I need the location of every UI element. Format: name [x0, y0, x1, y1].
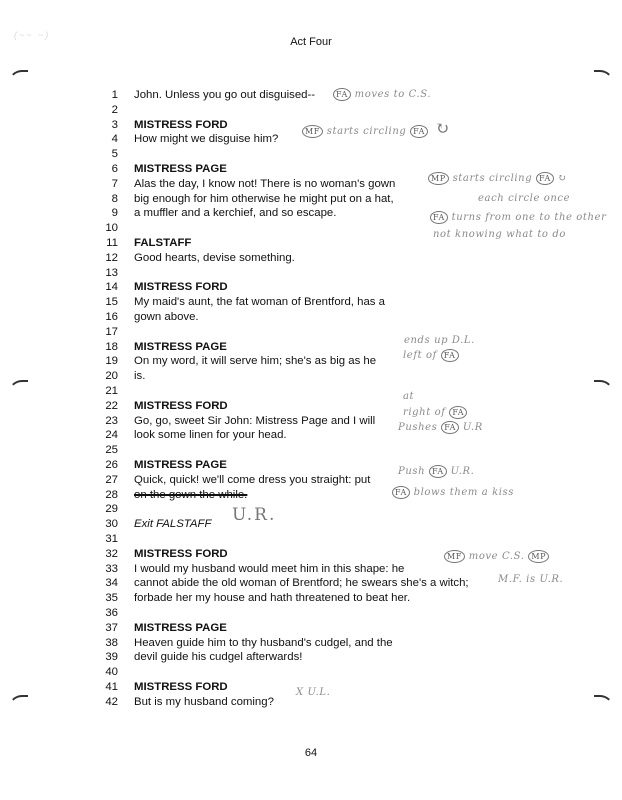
- speaker-name: MISTRESS FORD: [134, 118, 228, 131]
- speaker-name: MISTRESS PAGE: [134, 163, 227, 175]
- script-line: [92, 162, 227, 177]
- line-number: 27: [105, 473, 118, 486]
- annotation-line-18: ends up D.L.: [404, 335, 475, 346]
- speaker-name: FALSTAFF: [134, 237, 192, 249]
- speaker-name: MISTRESS FORD: [134, 399, 228, 412]
- line-number: 35: [105, 592, 118, 605]
- line-number: 38: [105, 636, 118, 649]
- script-line: [92, 473, 370, 488]
- script-line: [92, 325, 134, 340]
- dialogue-text: cannot abide the old woman of Brentford; he swears she's a witch;: [134, 577, 469, 590]
- line-number: 18: [105, 340, 118, 353]
- speaker-name: MISTRESS FORD: [134, 681, 228, 693]
- script-line: [92, 591, 410, 606]
- dialogue-text: But is my husband coming?: [134, 695, 274, 708]
- script-line: [92, 118, 228, 133]
- annotation-line-22: at: [403, 391, 415, 402]
- line-number: 5: [111, 148, 118, 161]
- script-line: [92, 192, 394, 207]
- line-number: 15: [105, 296, 118, 309]
- line-number: 17: [105, 325, 118, 338]
- annotation-line-33: MF move C.S. MP: [444, 550, 549, 563]
- script-line: [92, 295, 385, 310]
- line-number: 11: [106, 237, 118, 249]
- dialogue-text: is.: [134, 370, 146, 383]
- line-number: 1: [111, 89, 118, 101]
- script-line: [92, 606, 134, 621]
- script-line: [92, 384, 134, 399]
- line-number: 19: [105, 355, 118, 368]
- dialogue-text: Heaven guide him to thy husband's cudgel, and the: [134, 636, 393, 649]
- dialogue-text: big enough for him otherwise he might put on a hat,: [134, 192, 394, 205]
- line-number: 20: [105, 370, 118, 383]
- script-line: [92, 266, 134, 281]
- script-line: [92, 251, 295, 266]
- line-number: 6: [111, 163, 118, 175]
- line-number: 30: [105, 518, 118, 531]
- line-number: 16: [105, 311, 118, 323]
- dialogue-text: My maid's aunt, the fat woman of Brentford, has a: [134, 296, 385, 309]
- annotation-line-30: U.R.: [232, 505, 277, 525]
- script-line: [92, 236, 191, 251]
- speaker-name: MISTRESS FORD: [134, 281, 228, 294]
- script-line: [92, 414, 375, 429]
- script-line: [92, 502, 134, 517]
- annotation-line-4: MF starts circling FA: [302, 125, 428, 138]
- dialogue-text: Go, go, sweet Sir John: Mistress Page and I will: [134, 414, 376, 427]
- page-header: Act Four: [290, 36, 332, 48]
- dialogue-text: How might we disguise him?: [134, 133, 279, 146]
- annotation-line-24: Pushes FA U.R: [398, 422, 483, 433]
- script-line: [92, 650, 302, 665]
- annotation-line-28: FA blows them a kiss: [392, 486, 514, 499]
- dialogue-text: forbade her my house and hath threatened to beat her.: [134, 592, 411, 605]
- script-line: [92, 636, 393, 651]
- line-number: 14: [105, 281, 118, 294]
- script-line: [92, 354, 376, 369]
- line-number: 39: [105, 651, 118, 664]
- script-line: [92, 443, 134, 458]
- line-number: 26: [105, 459, 118, 471]
- dialogue-text: look some linen for your head.: [134, 429, 287, 442]
- annotation-line-7: MP starts circling FA ↻: [428, 172, 567, 185]
- line-number: 34: [105, 577, 118, 590]
- stage-direction: Exit FALSTAFF: [134, 518, 212, 531]
- script-line: [92, 103, 134, 118]
- script-line: [92, 369, 145, 384]
- script-line: [92, 621, 227, 636]
- line-number: 3: [111, 118, 118, 131]
- line-number: 4: [111, 133, 118, 146]
- line-number: 29: [105, 503, 118, 516]
- script-line: [92, 458, 227, 473]
- line-number: 41: [105, 681, 118, 693]
- line-number: 40: [105, 666, 118, 679]
- script-line: [92, 177, 395, 192]
- annotation-line-8: each circle once: [478, 193, 571, 204]
- script-line: [92, 665, 134, 680]
- circling-arrow-icon: ↻: [435, 119, 452, 139]
- annotation-line-27: Push FA U.R.: [398, 466, 475, 477]
- script-line: [92, 340, 227, 355]
- dialogue-text: gown above.: [134, 311, 199, 323]
- line-number: 8: [111, 192, 118, 205]
- dialogue-text: devil guide his cudgel afterwards!: [134, 651, 303, 664]
- dialogue-text: On my word, it will serve him; she's as big as he: [134, 355, 377, 368]
- line-number: 23: [105, 414, 118, 427]
- speaker-name: MISTRESS PAGE: [134, 621, 227, 634]
- line-number: 25: [105, 444, 118, 457]
- page-number: 64: [304, 747, 318, 759]
- script-line: [92, 310, 199, 325]
- line-number: 9: [111, 207, 118, 220]
- annotation-line-10b: not knowing what to do: [433, 229, 566, 240]
- speaker-name: MISTRESS PAGE: [134, 340, 227, 353]
- dialogue-text: I would my husband would meet him in this shape: he: [134, 562, 405, 575]
- script-line: [92, 221, 134, 236]
- line-number: 31: [105, 533, 118, 545]
- script-line: [92, 206, 336, 221]
- line-number: 12: [105, 251, 118, 264]
- script-line: [92, 280, 228, 295]
- script-line: [92, 695, 274, 710]
- dialogue-text: a muffler and a kerchief, and so escape.: [134, 207, 337, 220]
- dialogue-text: Good hearts, devise something.: [134, 251, 295, 264]
- script-line: [92, 428, 287, 443]
- script-line: [92, 488, 247, 503]
- line-number: 13: [105, 266, 118, 279]
- annotation-line-1: FA moves to C.S.: [333, 88, 431, 101]
- script-line: [92, 88, 315, 103]
- line-number: 37: [105, 621, 118, 634]
- script-line: [92, 562, 404, 577]
- line-number: 22: [105, 399, 118, 412]
- line-number: 36: [105, 607, 118, 619]
- annotation-line-10a: FA turns from one to the other: [430, 211, 607, 224]
- line-number: 2: [111, 103, 118, 116]
- script-line: [92, 399, 228, 414]
- script-line: [92, 132, 278, 147]
- annotation-line-42: X U.L.: [296, 687, 331, 698]
- script-line: [92, 576, 469, 591]
- speaker-name: MISTRESS PAGE: [134, 459, 227, 471]
- speaker-name: MISTRESS FORD: [134, 547, 228, 560]
- annotation-line-34: M.F. is U.R.: [498, 574, 564, 585]
- dialogue-text: John. Unless you go out disguised--: [134, 89, 316, 101]
- script-line: [92, 517, 211, 532]
- script-line: [92, 532, 134, 547]
- line-number: 21: [105, 385, 118, 397]
- faint-scan-mark: (~~ ~): [14, 30, 51, 40]
- script-line: [92, 680, 228, 695]
- dialogue-text: on the gown the while.: [134, 488, 248, 501]
- dialogue-text: Quick, quick! we'll come dress you straight: put: [134, 473, 371, 486]
- line-number: 7: [111, 177, 118, 190]
- line-number: 32: [105, 547, 118, 560]
- annotation-line-23: right of FA: [403, 406, 467, 419]
- line-number: 24: [105, 429, 118, 442]
- line-number: 33: [105, 562, 118, 575]
- dialogue-text: Alas the day, I know not! There is no woman's gown: [134, 177, 396, 190]
- line-number: 42: [105, 695, 118, 708]
- line-number: 28: [105, 488, 118, 501]
- line-number: 10: [105, 222, 118, 235]
- annotation-line-19: left of FA: [403, 349, 459, 362]
- script-line: [92, 147, 134, 162]
- script-line: [92, 547, 228, 562]
